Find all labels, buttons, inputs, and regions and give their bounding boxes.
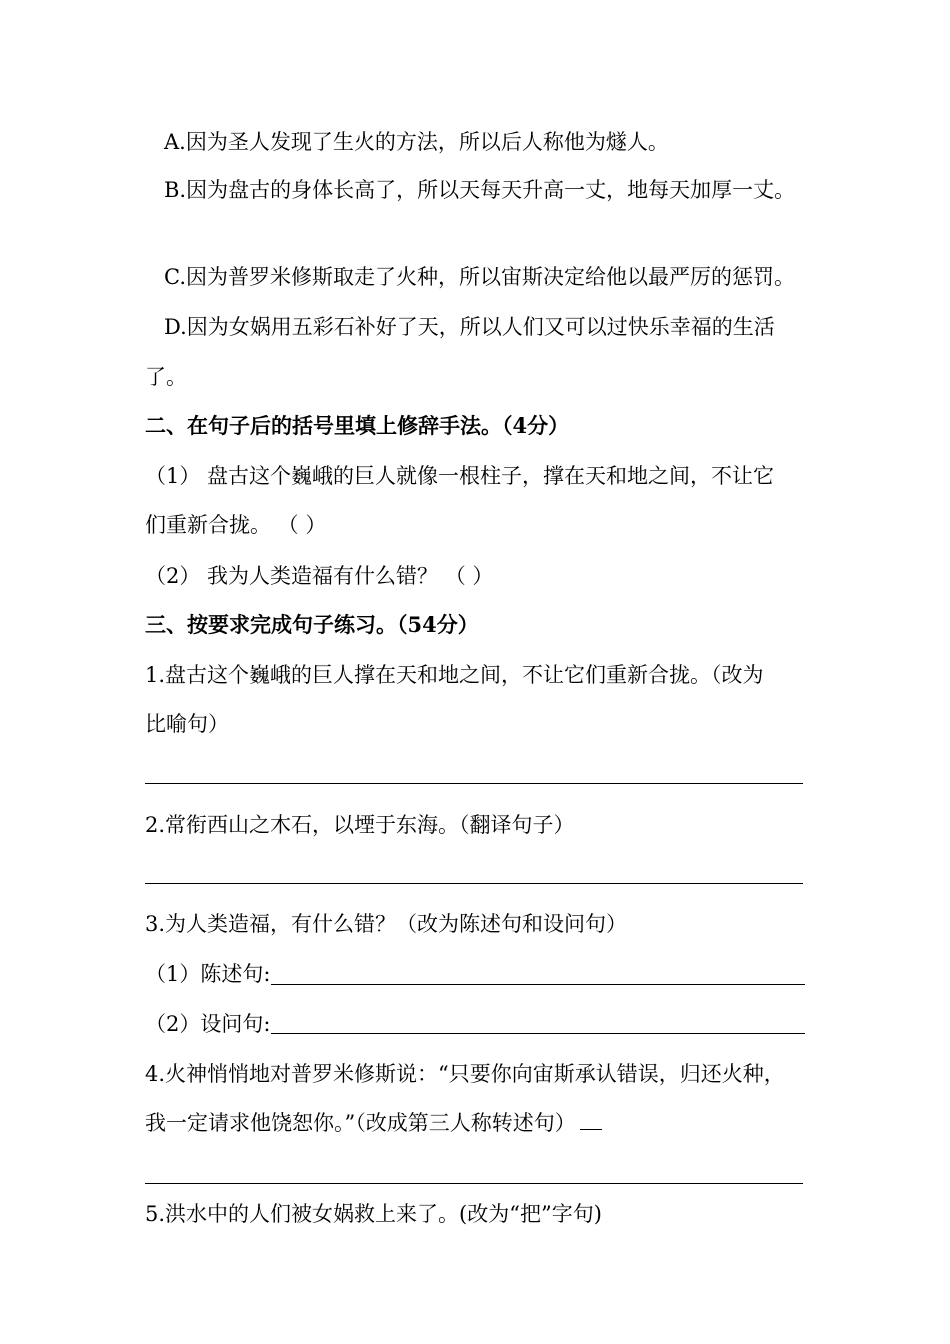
option-b: B.因为盘古的身体长高了，所以天每天升高一丈，地每天加厚一丈。 xyxy=(164,178,796,202)
section2-q2: （2） 我为人类造福有什么错？ （ ） xyxy=(145,564,494,588)
section3-q4-line2-text: 我一定请求他饶恕你。”（改成第三人称转述句） xyxy=(145,1111,576,1135)
section3-q3: 3.为人类造福，有什么错？（改为陈述句和设问句） xyxy=(145,912,628,936)
answer-line-q2[interactable] xyxy=(145,883,803,884)
section3-q1-line1: 1.盘古这个巍峨的巨人撑在天和地之间，不让它们重新合拢。（改为 xyxy=(145,663,764,687)
answer-line-q1[interactable] xyxy=(145,783,803,784)
answer-line-q4[interactable] xyxy=(145,1183,803,1184)
section3-q3-sub1: （1）陈述句: xyxy=(145,962,271,986)
option-a: A.因为圣人发现了生火的方法，所以后人称他为燧人。 xyxy=(164,130,669,154)
answer-inline-line-q4[interactable] xyxy=(580,1111,602,1130)
section3-q3-sub2: （2）设问句: xyxy=(145,1012,271,1036)
answer-line-q3-statement[interactable] xyxy=(271,984,805,985)
section2-q1-line2: 们重新合拢。 （ ） xyxy=(145,513,327,537)
option-c: C.因为普罗米修斯取走了火种，所以宙斯决定给他以最严厉的惩罚。 xyxy=(164,265,795,289)
section3-q2: 2.常衔西山之木石，以堙于东海。（翻译句子） xyxy=(145,813,575,837)
section3-q1-line2: 比喻句） xyxy=(145,712,229,736)
option-d-line2: 了。 xyxy=(145,365,187,389)
section3-q4-line2 xyxy=(145,1108,602,1138)
section2-heading: 二、在句子后的括号里填上修辞手法。（4分） xyxy=(145,413,570,438)
section3-q4-line1: 4.火神悄悄地对普罗米修斯说：“只要你向宙斯承认错误，归还火种， xyxy=(145,1062,785,1086)
option-d-line1: D.因为女娲用五彩石补好了天，所以人们又可以过快乐幸福的生活 xyxy=(164,315,775,339)
answer-line-q3-rhetorical[interactable] xyxy=(271,1033,805,1034)
section3-q5: 5.洪水中的人们被女娲救上来了。(改为“把”字句) xyxy=(145,1202,602,1226)
section3-heading: 三、按要求完成句子练习。（54分） xyxy=(145,612,479,637)
section2-q1-line1: （1） 盘古这个巍峨的巨人就像一根柱子，撑在天和地之间，不让它 xyxy=(145,464,775,488)
